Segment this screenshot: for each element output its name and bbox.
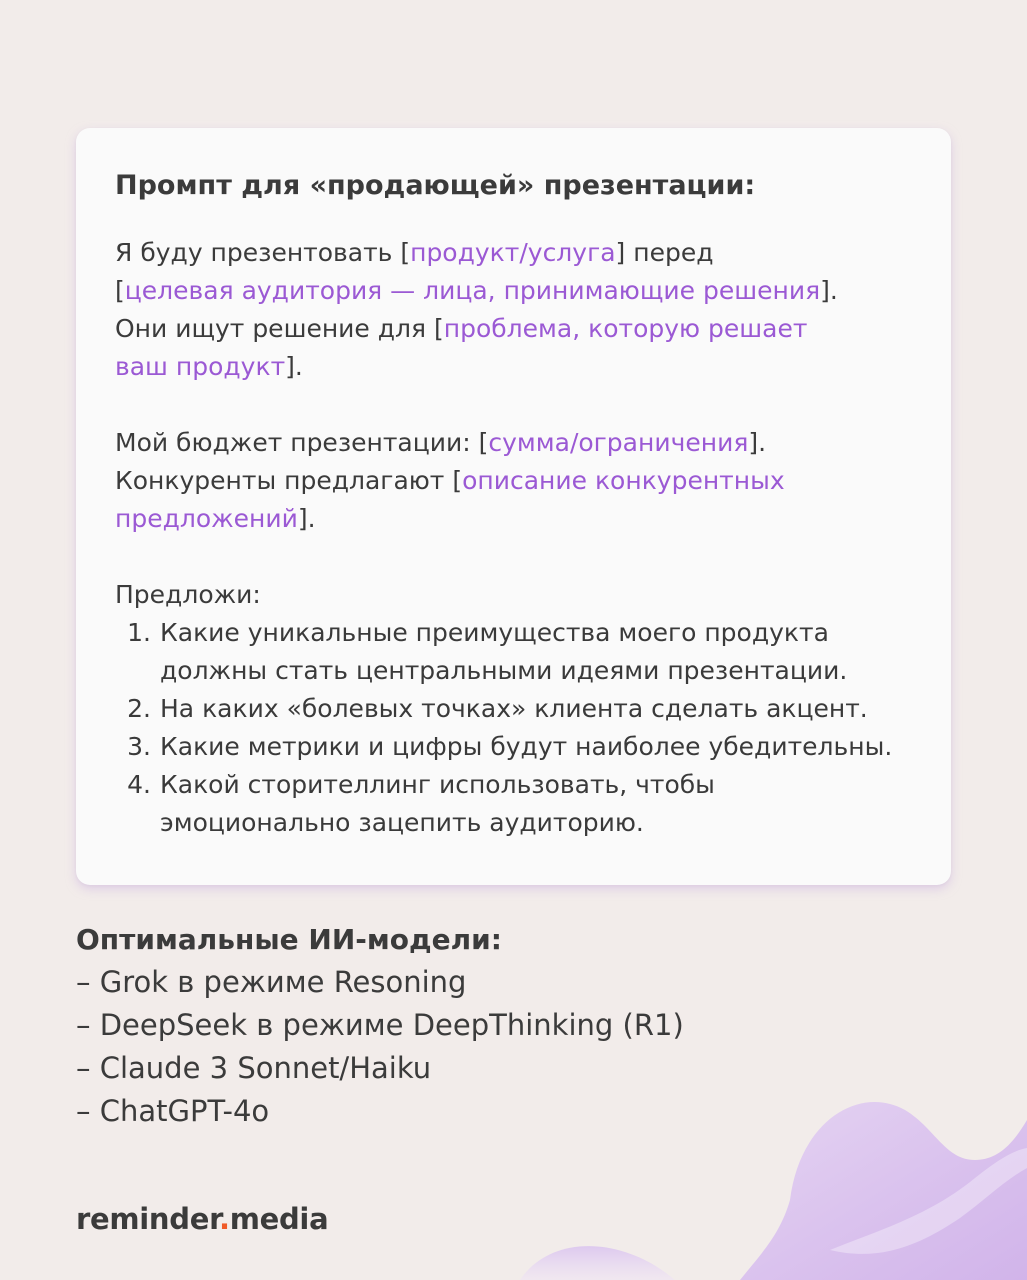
suggest-label: Предложи: [115, 580, 261, 609]
text-fragment: ]. [748, 428, 767, 457]
placeholder-problem-cont: ваш продукт [115, 352, 286, 381]
list-item-text: На каких «болевых точках» клиента сделать акцент. [160, 694, 868, 723]
placeholder-problem: проблема, которую решает [443, 314, 808, 343]
model-item: – ChatGPT-4o [76, 1094, 270, 1128]
text-fragment: Они ищут решение для [ [115, 314, 444, 343]
text-fragment: [ [115, 276, 125, 305]
text-fragment: Я буду презентовать [ [115, 238, 411, 267]
suggestion-list [115, 614, 911, 842]
list-item-text: эмоционально зацепить аудиторию. [160, 808, 644, 837]
placeholder-competitors-cont: предложений [115, 504, 298, 533]
card-title: Промпт для «продающей» презентации: [115, 170, 756, 201]
list-item-text: должны стать центральными идеями презентации. [160, 656, 848, 685]
text-fragment: Мой бюджет презентации: [ [115, 428, 489, 457]
placeholder-competitors: описание конкурентных [462, 466, 785, 495]
list-item [115, 614, 911, 690]
text-fragment: ]. [820, 276, 838, 305]
brand-name-part: reminder [76, 1202, 219, 1236]
list-item-text: Какой сторителлинг использовать, чтобы [160, 770, 715, 799]
list-item-number: 2. [127, 694, 151, 723]
prompt-card [76, 128, 951, 885]
models-title: Оптимальные ИИ-модели: [76, 923, 502, 956]
list-item-number: 3. [127, 732, 151, 761]
text-fragment: Конкуренты предлагают [ [115, 466, 463, 495]
brand-logo [76, 1198, 328, 1240]
model-item: – Grok в режиме Resoning [76, 965, 467, 999]
prompt-paragraph-2 [115, 424, 911, 538]
text-fragment: ]. [285, 352, 303, 381]
brand-name-part: media [229, 1202, 329, 1236]
list-item-text: Какие метрики и цифры будут наиболее убедительны. [160, 732, 893, 761]
text-fragment: ]. [297, 504, 316, 533]
placeholder-audience: целевая аудитория — лица, принимающие решения [124, 276, 821, 305]
list-item [115, 728, 911, 766]
list-item-number: 1. [127, 618, 151, 647]
placeholder-budget: сумма/ограничения [488, 428, 749, 457]
list-item [115, 690, 911, 728]
models-list [76, 961, 976, 1133]
list-item [115, 766, 911, 842]
model-item: – DeepSeek в режиме DeepThinking (R1) [76, 1008, 684, 1042]
model-item: – Claude 3 Sonnet/Haiku [76, 1051, 432, 1085]
text-fragment: ] перед [615, 238, 714, 267]
brand-dot: . [218, 1202, 230, 1236]
list-item-number: 4. [127, 770, 151, 799]
list-item-text: Какие уникальные преимущества моего продукта [160, 618, 829, 647]
models-section [76, 918, 976, 1133]
prompt-paragraph-1 [115, 234, 911, 386]
placeholder-product: продукт/услуга [410, 238, 616, 267]
